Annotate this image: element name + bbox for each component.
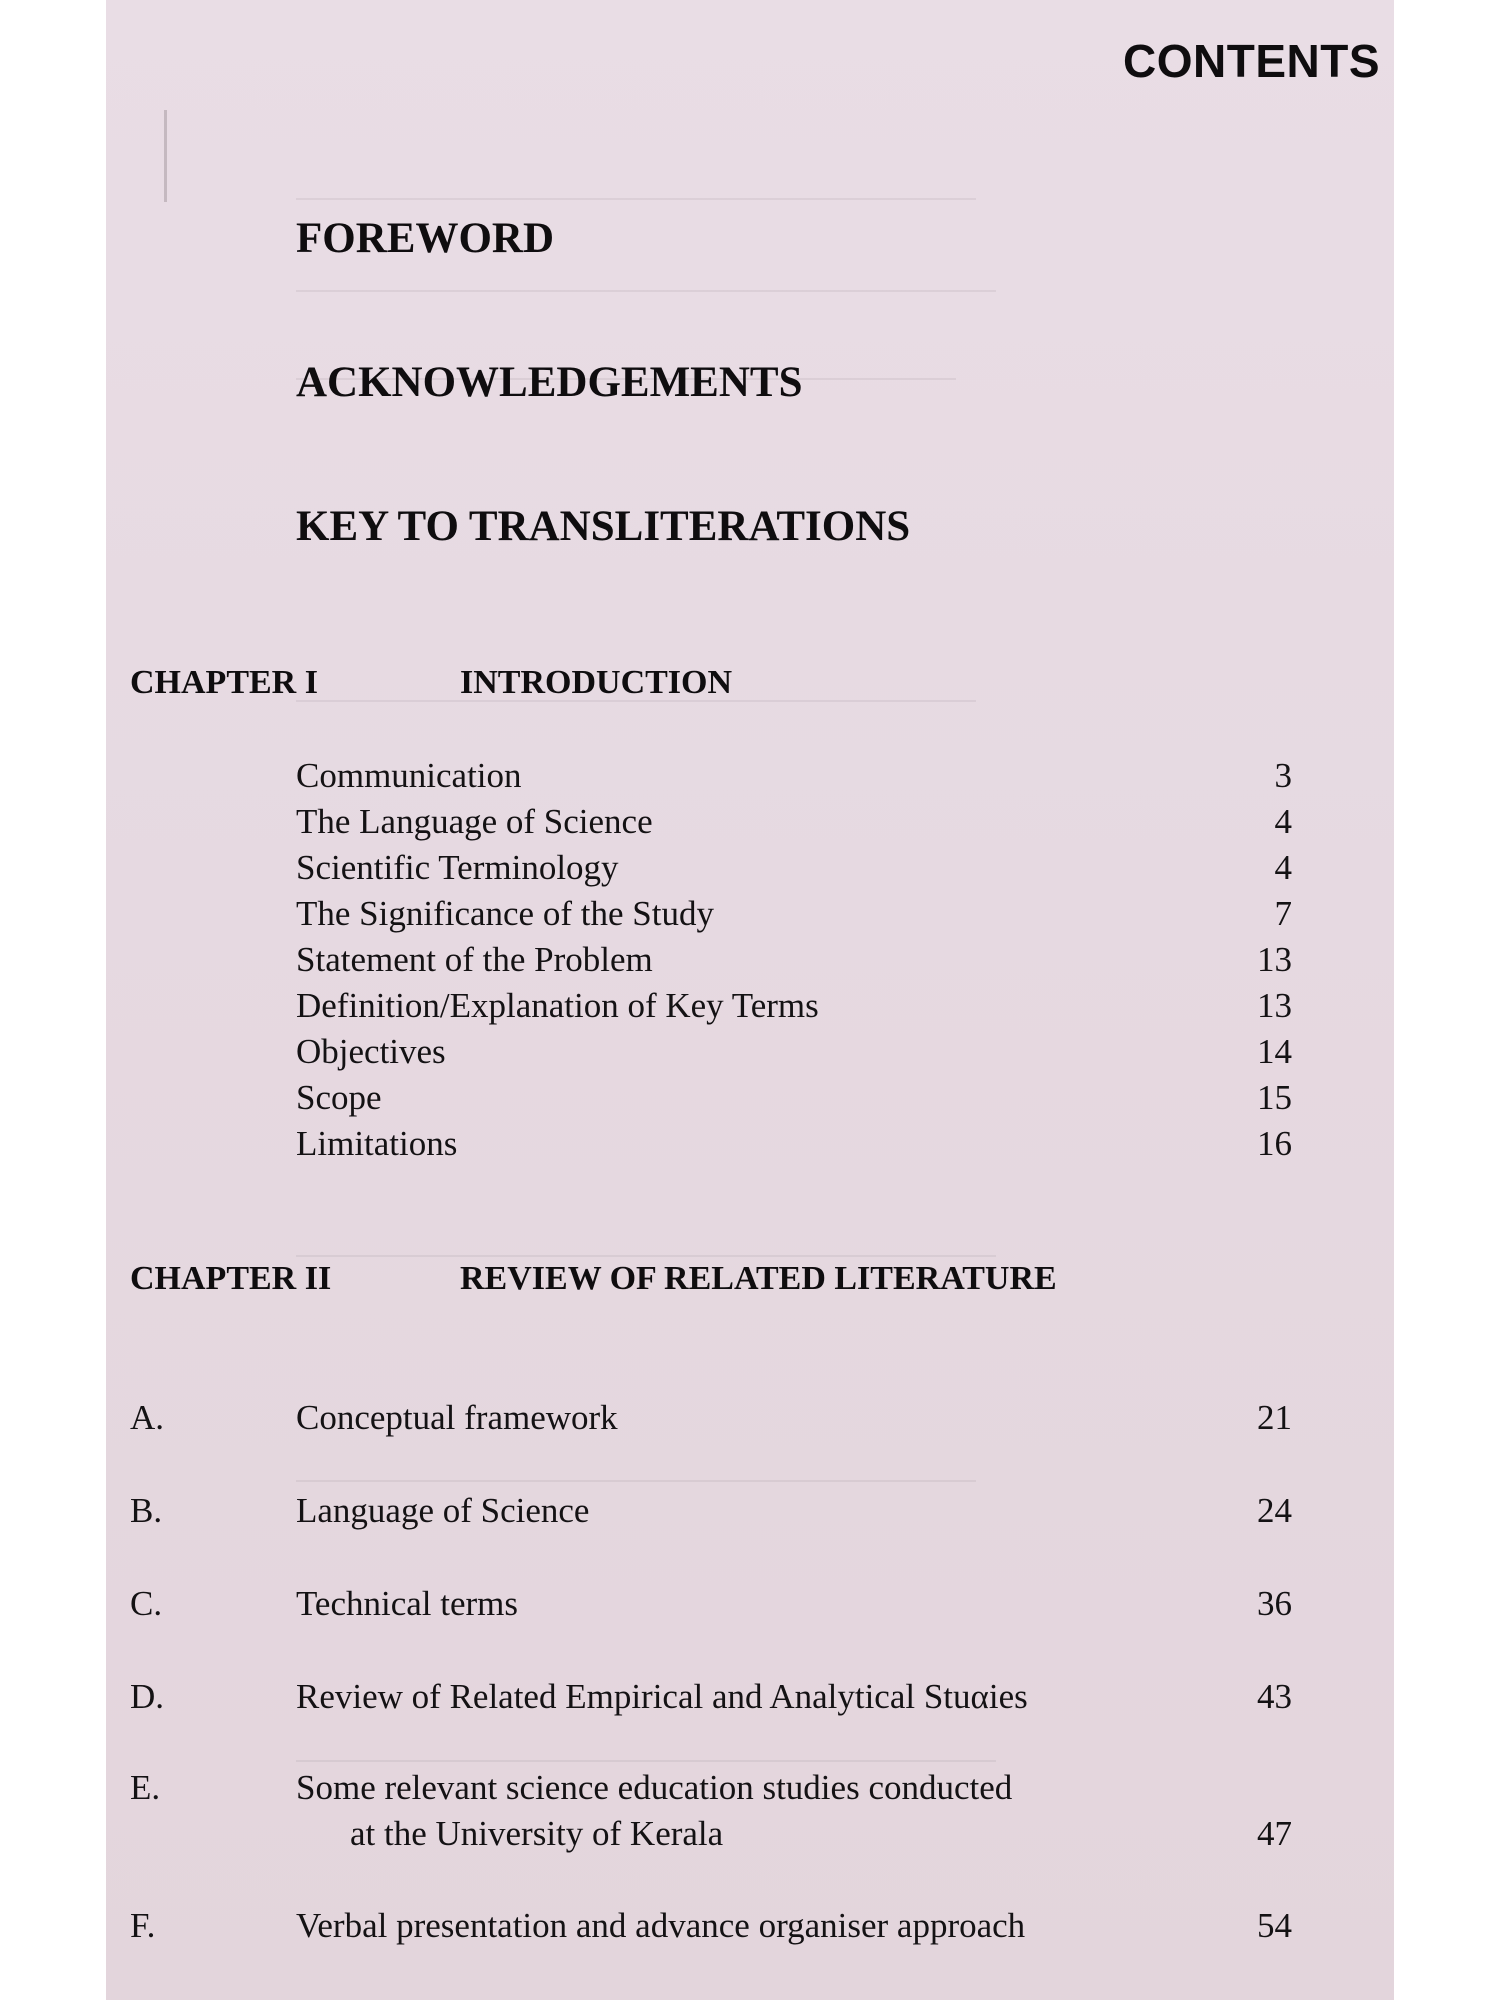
toc-page-number: 16: [1257, 1124, 1292, 1163]
toc-entry: Definition/Explanation of Key Terms: [296, 986, 819, 1025]
chapter-1-title: INTRODUCTION: [460, 664, 733, 701]
toc-page-number: 13: [1257, 940, 1292, 979]
show-through-line: [296, 198, 976, 200]
toc-page-number: 54: [1257, 1906, 1292, 1945]
toc-page-number: 43: [1257, 1677, 1292, 1716]
toc-entry: The Language of Science: [296, 802, 653, 841]
toc-entry-letter: A.: [130, 1398, 165, 1437]
show-through-line: [296, 290, 996, 292]
toc-entry-letter: B.: [130, 1491, 163, 1530]
toc-page-number: 13: [1257, 986, 1292, 1025]
toc-entry: Technical terms: [296, 1584, 519, 1623]
front-matter-foreword: FOREWORD: [296, 215, 554, 262]
toc-entry: Some relevant science education studies conducted: [296, 1768, 1013, 1807]
toc-entry-continuation: at the University of Kerala: [350, 1814, 724, 1853]
toc-page-number: 14: [1257, 1032, 1292, 1071]
show-through-line: [296, 1255, 996, 1257]
toc-entry: Conceptual framework: [296, 1398, 618, 1437]
toc-entry: Review of Related Empirical and Analytical Stuαies: [296, 1677, 1028, 1716]
toc-entry-letter: C.: [130, 1584, 163, 1623]
toc-page-number: 4: [1274, 802, 1292, 841]
toc-entry-letter: F.: [130, 1906, 156, 1945]
page-title: CONTENTS: [1123, 35, 1380, 87]
toc-entry-letter: D.: [130, 1677, 165, 1716]
toc-entry: Verbal presentation and advance organiser approach: [296, 1906, 1026, 1945]
chapter-2-label: CHAPTER II: [130, 1260, 332, 1297]
toc-entry: Language of Science: [296, 1491, 590, 1530]
toc-entry-letter: E.: [130, 1768, 161, 1807]
toc-entry: Scientific Terminology: [296, 848, 619, 887]
chapter-1-label: CHAPTER I: [130, 664, 318, 701]
toc-page-number: 4: [1274, 848, 1292, 887]
toc-page-number: 7: [1274, 894, 1292, 933]
book-page: [106, 0, 1394, 2000]
show-through-line: [296, 1480, 976, 1482]
toc-entry: Limitations: [296, 1124, 458, 1163]
toc-page-number: 15: [1257, 1078, 1292, 1117]
toc-page-number: 21: [1257, 1398, 1292, 1437]
toc-entry: Statement of the Problem: [296, 940, 653, 979]
toc-page-number: 36: [1257, 1584, 1292, 1623]
toc-page-number: 24: [1257, 1491, 1292, 1530]
front-matter-acknowledgements: ACKNOWLEDGEMENTS: [296, 359, 803, 406]
toc-entry: Communication: [296, 756, 522, 795]
toc-page-number: 3: [1274, 756, 1292, 795]
toc-entry: Scope: [296, 1078, 382, 1117]
toc-page-number: 47: [1257, 1814, 1292, 1853]
margin-mark: [164, 110, 167, 202]
front-matter-key-to-transliterations: KEY TO TRANSLITERATIONS: [296, 503, 911, 550]
show-through-line: [296, 1760, 996, 1762]
chapter-2-title: REVIEW OF RELATED LITERATURE: [460, 1260, 1057, 1297]
toc-entry: The Significance of the Study: [296, 894, 714, 933]
toc-entry: Objectives: [296, 1032, 446, 1071]
